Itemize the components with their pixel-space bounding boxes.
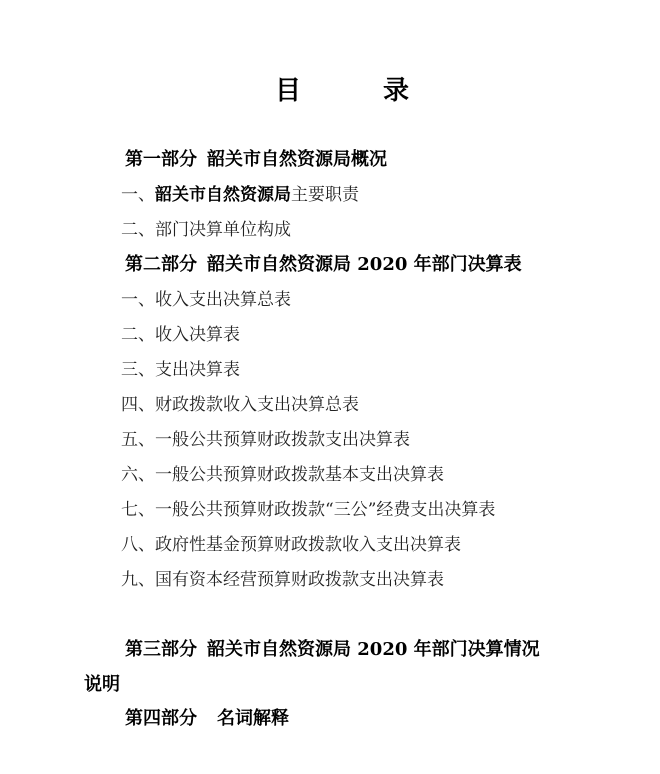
part1-item-1-bold: 韶关市自然资源局 [155,185,291,205]
part1-item-2: 二、部门决算单位构成 [121,220,291,240]
part1-heading [125,148,387,172]
part4-label: 第四部分 [125,708,197,729]
toc-title-char-1: 目 [275,76,302,106]
part2-item-6: 六、一般公共预算财政拨款基本支出决算表 [121,465,444,485]
part2-label: 第二部分 [125,254,197,275]
part4-heading [125,707,289,731]
part3-heading [125,638,540,662]
part2-item-8: 八、政府性基金预算财政拨款收入支出决算表 [121,535,461,555]
part2-item-1: 一、收入支出决算总表 [121,290,291,310]
toc-title-char-2: 录 [383,76,410,106]
part2-item-7: 七、一般公共预算财政拨款“三公”经费支出决算表 [121,500,496,520]
part1-item-1-prefix: 一、 [121,185,155,205]
part2-heading [125,253,522,277]
part2-item-4: 四、财政拨款收入支出决算总表 [121,395,359,415]
part1-item-1-rest: 主要职责 [291,185,359,205]
part3-heading-tail: 说明 [84,674,120,695]
part2-item-9: 九、国有资本经营预算财政拨款支出决算表 [121,570,444,590]
part1-item-1 [121,184,359,206]
part4-title: 名词解释 [217,708,289,729]
part3-title: 韶关市自然资源局 2020 年部门决算情况 [207,639,540,660]
part2-item-2: 二、收入决算表 [121,325,240,345]
toc-title [0,74,660,108]
part2-item-5: 五、一般公共预算财政拨款支出决算表 [121,430,410,450]
part3-label: 第三部分 [125,639,197,660]
part1-title: 韶关市自然资源局概况 [207,149,387,170]
part2-item-3: 三、支出决算表 [121,360,240,380]
part1-label: 第一部分 [125,149,197,170]
part2-title: 韶关市自然资源局 2020 年部门决算表 [207,254,522,275]
